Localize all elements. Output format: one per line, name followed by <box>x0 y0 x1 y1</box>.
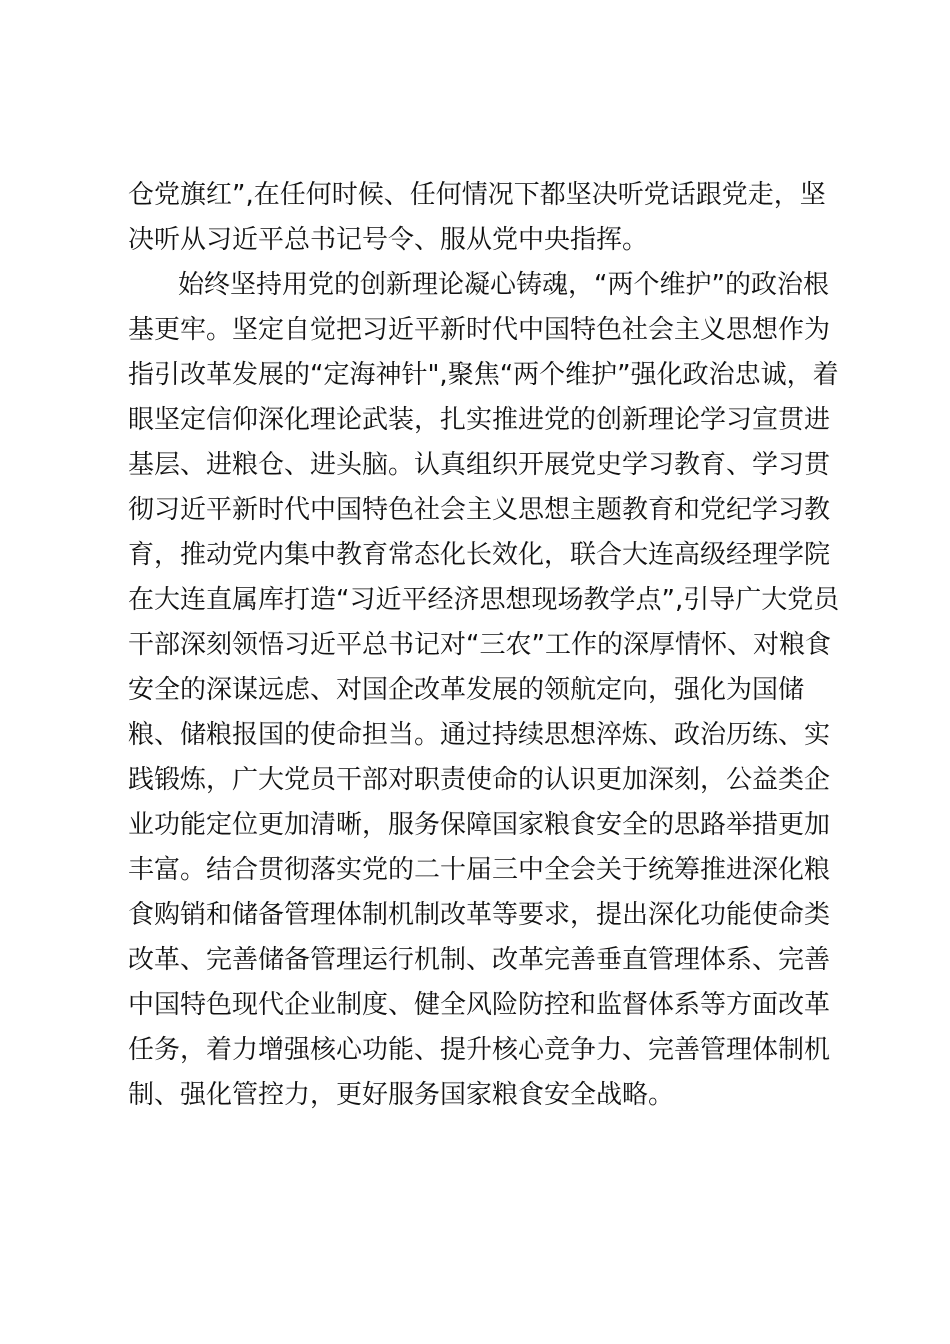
text-line: 育，推动党内集中教育常态化长效化，联合大连高级经理学院 <box>128 540 831 570</box>
text-line: 在大连直属库打造“习近平经济思想现场教学点”,引导广大党员 <box>128 585 840 615</box>
text-line: 任务，着力增强核心功能、提升核心竞争力、完善管理体制机 <box>128 1035 831 1065</box>
text-line: 制、强化管控力，更好服务国家粮食安全战略。 <box>128 1080 675 1110</box>
text-line: 安全的深谋远虑、对国企改革发展的领航定向，强化为国储 <box>128 675 805 705</box>
text-line: 彻习近平新时代中国特色社会主义思想主题教育和党纪学习教 <box>128 495 831 525</box>
text-line: 基更牢。坚定自觉把习近平新时代中国特色社会主义思想作为 <box>128 315 831 345</box>
text-line: 干部深刻领悟习近平总书记对“三农”工作的深厚情怀、对粮食 <box>128 630 831 660</box>
text-line: 基层、进粮仓、进头脑。认真组织开展党史学习教育、学习贯 <box>128 450 831 480</box>
text-line: 践锻炼，广大党员干部对职责使命的认识更加深刻，公益类企 <box>128 765 831 795</box>
text-line: 食购销和储备管理体制机制改革等要求，提出深化功能使命类 <box>128 900 831 930</box>
text-line: 决听从习近平总书记号令、服从党中央指挥。 <box>128 225 649 255</box>
text-line: 指引改革发展的“定海神针",聚焦“两个维护”强化政治忠诚，着 <box>128 360 839 390</box>
text-line: 改革、完善储备管理运行机制、改革完善垂直管理体系、完善 <box>128 945 831 975</box>
text-line: 丰富。结合贯彻落实党的二十届三中全会关于统筹推进深化粮 <box>128 855 831 885</box>
paragraph-first-line: 始终坚持用党的创新理论凝心铸魂，“两个维护”的政治根 <box>178 270 829 300</box>
text-line: 粮、储粮报国的使命担当。通过持续思想淬炼、政治历练、实 <box>128 720 831 750</box>
text-line: 眼坚定信仰深化理论武装，扎实推进党的创新理论学习宣贯进 <box>128 405 831 435</box>
text-line: 中国特色现代企业制度、健全风险防控和监督体系等方面改革 <box>128 990 831 1020</box>
text-line: 业功能定位更加清晰，服务保障国家粮食安全的思路举措更加 <box>128 810 831 840</box>
text-line: 仓党旗红”,在任何时候、任何情况下都坚决听党话跟党走，坚 <box>128 180 826 210</box>
